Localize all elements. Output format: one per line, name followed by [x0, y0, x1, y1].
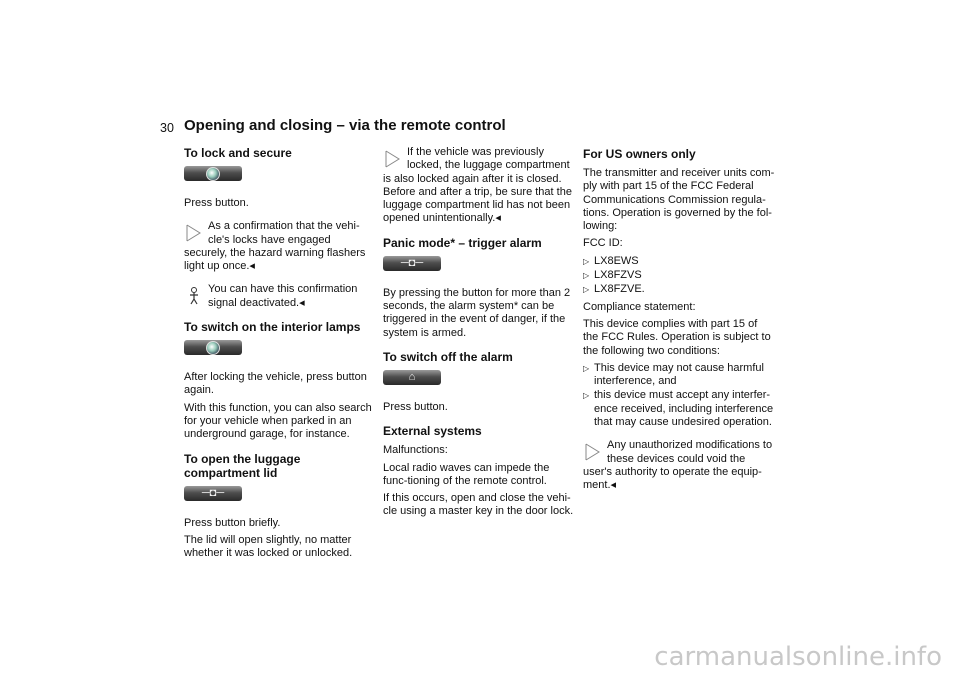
interior-text-2: With this function, you can also search for your vehicle when parked in an underground garage, for instance. — [184, 401, 372, 441]
note-triangle-icon — [583, 442, 603, 462]
interior-text-1: After locking the vehicle, press button again. — [184, 371, 367, 397]
column-2 — [383, 146, 575, 523]
heading-external: External systems — [383, 424, 482, 439]
heading-panic: Panic mode* – trigger alarm — [383, 235, 542, 250]
heading-alarm-off: To switch off the alarm — [383, 349, 513, 364]
heading-lock: To lock and secure — [184, 146, 292, 160]
house-icon: ⌂ — [408, 370, 416, 383]
watermark: carmanualsonline.info — [654, 642, 942, 672]
list-item: ▷ LX8EWS — [583, 255, 775, 268]
compliance-label: Compliance statement: — [583, 300, 696, 313]
luggage-text-1: Press button briefly. — [184, 516, 281, 529]
panic-text: By pressing the button for more than 2 seconds, the alarm system* can be triggered in the event of danger, if the system is armed. — [383, 286, 571, 339]
column-1 — [184, 146, 376, 564]
external-text-1: Malfunctions: — [383, 444, 448, 457]
confirmation-note: As a confirmation that the vehi- cle's locks have engaged securely, the hazard warning flashers light up once.◂ — [184, 220, 366, 273]
us-text-1: The transmitter and receiver units com-ply with part 15 of the FCC Federal Communications Commission regula-tions. Operation is governed by the fol-lowing: — [583, 167, 775, 233]
list-item: ▷ LX8FZVE. — [583, 283, 775, 296]
page-number: 30 — [160, 121, 174, 135]
note-triangle-icon — [383, 149, 403, 169]
compliance-text: This device complies with part 15 of the FCC Rules. Operation is subject to the following two conditions: — [583, 317, 771, 357]
luggage-note: If the vehicle was previously locked, the luggage compartment is also locked again after it is closed. Before and after a trip, be sure that the luggage compartment lid has not been opened unintentionally.◂ — [383, 146, 572, 225]
luggage-text-2: The lid will open slightly, no matter whether it was locked or unlocked. — [184, 533, 353, 560]
lock-key-button — [184, 166, 242, 181]
page-title: Opening and closing – via the remote control — [184, 117, 506, 134]
list-item: ▷ This device may not cause harmful interference, and — [583, 362, 775, 389]
list-item: ▷ LX8FZVS — [583, 269, 775, 282]
fcc-label: FCC ID: — [583, 237, 623, 250]
heading-interior-lamps: To switch on the interior lamps — [184, 320, 361, 335]
external-text-3: If this occurs, open and close the vehi-cle using a master key in the door lock. — [383, 492, 574, 518]
bmw-logo-icon — [206, 341, 220, 355]
panic-key-button — [383, 256, 441, 271]
bmw-logo-icon — [206, 167, 220, 181]
alarm-off-text: Press button. — [383, 400, 448, 413]
column-3 — [583, 146, 775, 497]
note-triangle-icon — [184, 223, 204, 243]
luggage-key-button — [184, 486, 242, 501]
alarm-key-button — [383, 370, 441, 385]
heading-luggage: To open the luggage compartment lid — [184, 451, 301, 480]
conditions-list — [583, 362, 775, 429]
deactivate-note: You can have this confirmation signal deactivated.◂ — [184, 283, 376, 310]
external-text-2: Local radio waves can impede the func-tioning of the remote control. — [383, 461, 550, 487]
person-icon — [184, 286, 204, 306]
interior-key-button — [184, 340, 242, 355]
car-icon: ─◘─ — [400, 256, 424, 269]
list-item: ▷ this device must accept any interfer-ence received, including interference that may cause undesired operation. — [583, 389, 775, 429]
car-icon: ─◘─ — [201, 486, 225, 499]
lock-press-text: Press button. — [184, 197, 249, 209]
fcc-id-list — [583, 255, 775, 297]
heading-us-owners: For US owners only — [583, 147, 696, 161]
modifications-note: Any unauthorized modifications to these devices could void the user's authority to operate the equip-ment.◂ — [583, 439, 773, 492]
